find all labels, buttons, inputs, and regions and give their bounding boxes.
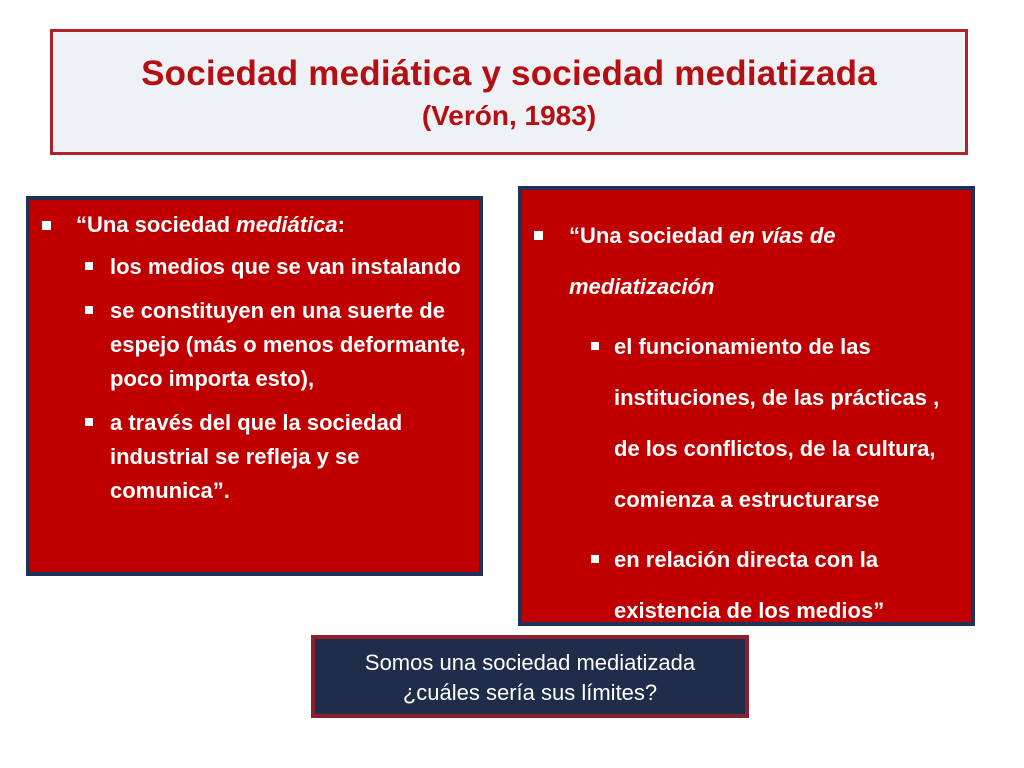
list-item-text: a través del que la sociedad industrial se refleja y se comunica”. — [110, 410, 403, 503]
list-item — [591, 534, 957, 636]
right-panel — [518, 186, 975, 626]
right-heading — [569, 210, 957, 312]
callout-line-2: ¿cuáles sería sus límites? — [402, 680, 658, 705]
square-bullet-icon — [85, 306, 93, 314]
list-item-text: el funcionamiento de las instituciones, de las prácticas , de los conflictos, de la cultura, comienza a estructurarse — [614, 334, 940, 512]
square-bullet-icon — [591, 555, 599, 563]
right-heading-item — [534, 210, 957, 312]
list-item-text: en relación directa con la existencia de los medios” — [614, 547, 885, 623]
square-bullet-icon — [85, 418, 93, 426]
left-heading — [76, 210, 467, 240]
title-box — [50, 29, 968, 155]
callout-line-1: Somos una sociedad mediatizada — [364, 650, 696, 675]
right-heading-emphasis: en vías de mediatización — [569, 223, 836, 299]
list-item — [85, 294, 467, 396]
slide-title: Sociedad mediática y sociedad mediatizada — [141, 54, 877, 93]
square-bullet-icon — [534, 231, 543, 240]
square-bullet-icon — [591, 342, 599, 350]
left-heading-item — [42, 210, 467, 240]
question-callout — [311, 635, 749, 718]
right-heading-text: “Una sociedad — [569, 223, 730, 248]
slide-subtitle: (Verón, 1983) — [421, 100, 597, 131]
list-item — [85, 406, 467, 508]
list-item — [85, 250, 467, 284]
left-heading-suffix: : — [337, 212, 345, 237]
left-heading-emphasis: mediática — [236, 212, 338, 237]
left-panel — [26, 196, 483, 576]
left-heading-text: “Una sociedad — [76, 212, 237, 237]
list-item — [591, 321, 957, 525]
list-item-text: se constituyen en una suerte de espejo (más o menos deformante, poco importa esto), — [110, 298, 466, 391]
square-bullet-icon — [85, 262, 93, 270]
list-item-text: los medios que se van instalando — [110, 254, 461, 279]
square-bullet-icon — [42, 221, 51, 230]
